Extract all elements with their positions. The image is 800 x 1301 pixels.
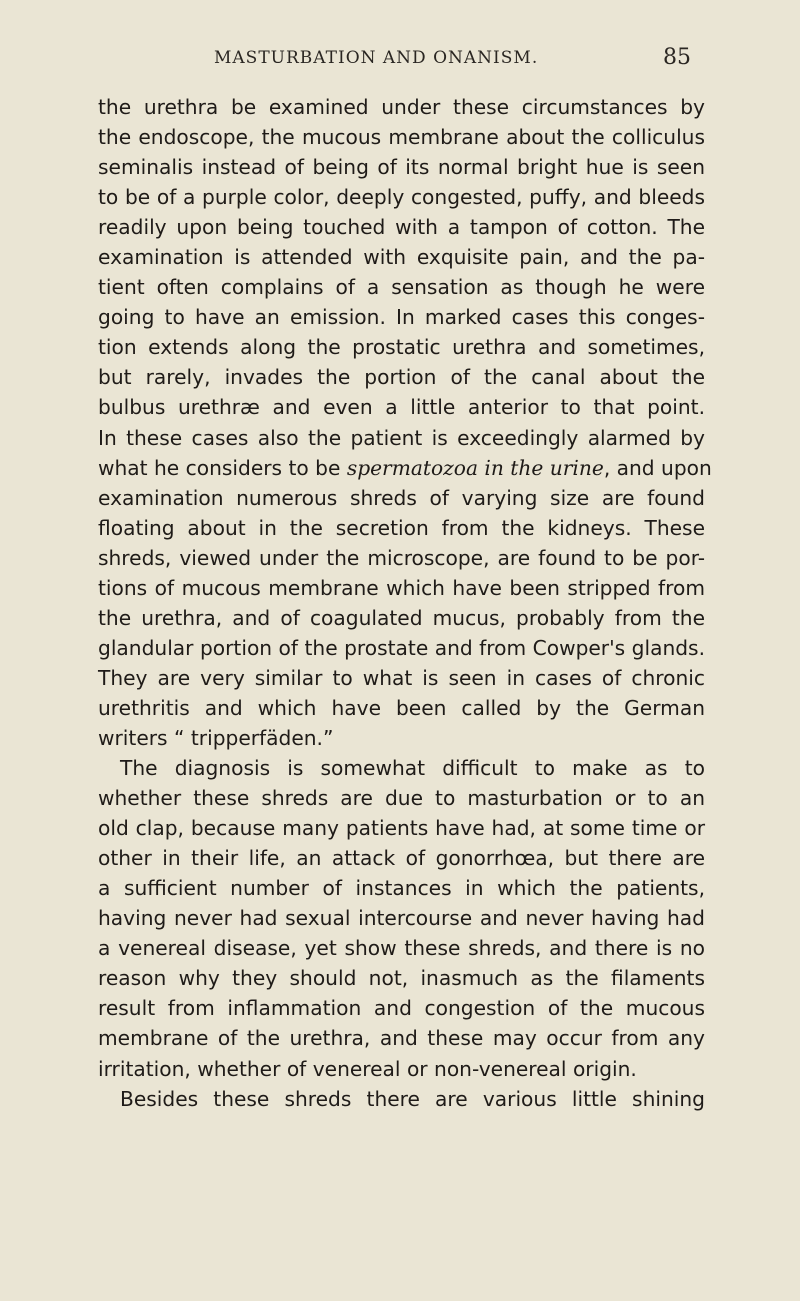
text-line: floating about in the secretion from the kidneys. These bbox=[98, 515, 705, 540]
page-number: 85 bbox=[663, 45, 691, 70]
text-line: shreds, viewed under the microscope, are found to be por- bbox=[98, 545, 705, 570]
text-line: membrane of the urethra, and these may occur from any bbox=[98, 1026, 705, 1051]
text-line: other in their life, an attack of gonorrhœa, but there are bbox=[98, 846, 705, 871]
text-line: In these cases also the patient is exceedingly alarmed by bbox=[98, 425, 705, 450]
text-line: the endoscope, the mucous membrane about the colliculus bbox=[98, 125, 705, 150]
text-line: urethritis and which have been called by the German bbox=[98, 695, 705, 720]
text-line: tion extends along the prostatic urethra and sometimes, bbox=[98, 335, 705, 360]
italic-phrase: spermatozoa in the urine bbox=[346, 455, 604, 480]
text-line: examination numerous shreds of varying size are found bbox=[98, 485, 705, 510]
text-run: what he considers to be bbox=[98, 455, 347, 480]
text-line-with-italic bbox=[98, 453, 712, 483]
text-line: result from inflammation and congestion of the mucous bbox=[98, 996, 705, 1021]
text-line: readily upon being touched with a tampon of cotton. The bbox=[98, 215, 705, 240]
text-line: to be of a purple color, deeply congested, puffy, and bleeds bbox=[98, 185, 705, 210]
text-line: going to have an emission. In marked cases this conges- bbox=[98, 305, 705, 330]
running-head: MASTURBATION AND ONANISM. bbox=[214, 48, 539, 68]
text-line: bulbus urethræ and even a little anterior to that point. bbox=[98, 395, 705, 420]
paragraph-end-line: irritation, whether of venereal or non-venereal origin. bbox=[98, 1056, 637, 1081]
text-run: , and upon bbox=[603, 455, 712, 480]
text-line: the urethra, and of coagulated mucus, probably from the bbox=[98, 605, 705, 630]
paragraph-start-line: The diagnosis is somewhat difficult to make as to bbox=[120, 756, 705, 781]
text-line: glandular portion of the prostate and from Cowper's glands. bbox=[98, 635, 705, 660]
text-line: examination is attended with exquisite pain, and the pa- bbox=[98, 245, 705, 270]
text-line: tient often complains of a sensation as though he were bbox=[98, 275, 705, 300]
text-line: but rarely, invades the portion of the canal about the bbox=[98, 365, 705, 390]
text-line: They are very similar to what is seen in cases of chronic bbox=[98, 665, 705, 690]
paragraph-start-line: Besides these shreds there are various little shining bbox=[120, 1086, 705, 1111]
text-line: whether these shreds are due to masturbation or to an bbox=[98, 786, 705, 811]
text-line: a sufficient number of instances in which the patients, bbox=[98, 876, 705, 901]
text-line: reason why they should not, inasmuch as the filaments bbox=[98, 966, 705, 991]
paragraph-end-line: writers “ tripperfäden.” bbox=[98, 725, 334, 750]
text-line: seminalis instead of being of its normal bright hue is seen bbox=[98, 155, 705, 180]
text-line: tions of mucous membrane which have been stripped from bbox=[98, 575, 705, 600]
body-text bbox=[98, 92, 712, 1114]
text-line: a venereal disease, yet show these shreds, and there is no bbox=[98, 936, 705, 961]
text-line: old clap, because many patients have had, at some time or bbox=[98, 816, 705, 841]
text-line: the urethra be examined under these circumstances by bbox=[98, 95, 705, 119]
text-line: having never had sexual intercourse and never having had bbox=[98, 906, 705, 931]
